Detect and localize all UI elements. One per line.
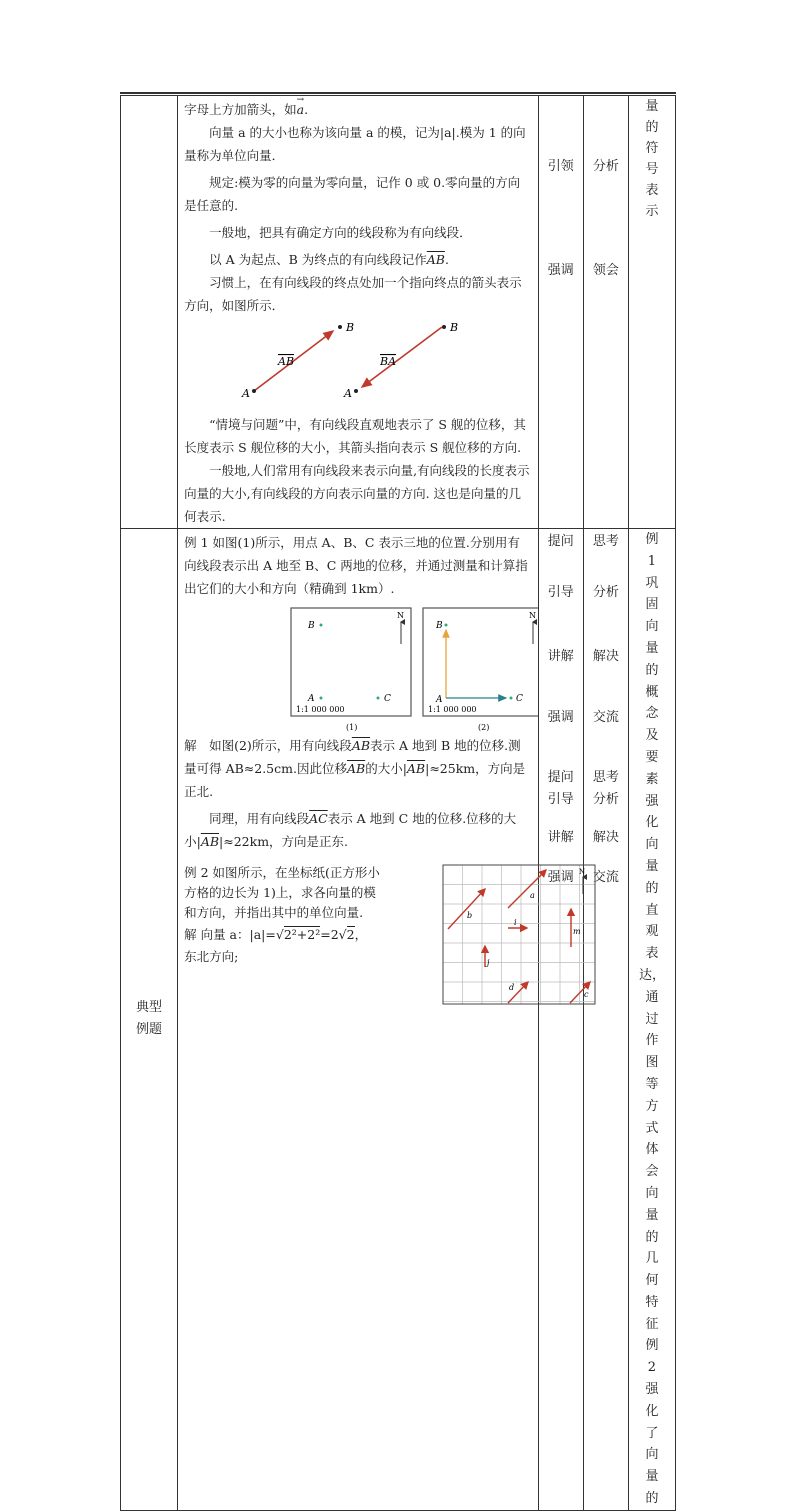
design-intent-char: 2 [647,1360,657,1376]
design-intent-char: 会 [645,1164,659,1180]
design-intent-char: 符 [645,141,659,156]
design-intent-cell [628,529,675,1511]
vector-BA-label: BA [380,355,397,368]
point-A-label-2: A [344,387,353,400]
point-B-label: B [308,621,315,631]
design-intent-char: 概 [645,684,659,700]
teacher-activity-cell [538,96,583,529]
paragraph: 向量 a 的大小也称为该向量 a 的模，记为|a|.模为 1 的向量称为单位向量． [184,125,526,163]
scale-label: 1:1 000 000 [428,705,477,714]
student-activity: 解决 [592,649,619,664]
design-intent-char: 强 [645,793,659,809]
teacher-activity: 提问 [547,770,574,785]
design-intent-char: 表 [645,946,659,962]
vector-b [448,889,485,929]
directed-segments-figure [178,317,538,409]
design-intent-char: 的 [645,1491,659,1507]
design-intent-char: 量 [645,1469,659,1485]
vector-i-label: i [514,918,517,927]
design-intent-char: 量 [645,1207,659,1223]
design-intent-char: 方 [645,1098,659,1114]
point-A-label: A [308,694,315,704]
lesson-plan-table [120,95,676,1511]
teacher-activity: 引领 [547,159,574,174]
design-intent-char: 的 [645,120,659,135]
design-intent-char: 量 [645,640,659,656]
design-intent-char: 化 [645,815,659,831]
vector-c-label: c [584,990,589,999]
paragraph: 规定:模为零的向量为零向量，记作 0 或 0.零向量的方向是任意的. [184,175,521,213]
design-intent-char: 1 [647,553,657,569]
design-intent-char: 向 [645,619,659,635]
design-intent-char: 号 [645,162,659,177]
teacher-activity: 讲解 [547,649,574,664]
teacher-activity-cell [538,529,586,1511]
type-cell-empty [121,96,178,529]
design-intent-char: 等 [645,1076,659,1092]
paragraph: “情境与问题”中，有向线段直观地表示了 S 舰的位移，其长度表示 S 舰位移的大小，其箭头指向表示 S 舰位移的方向. [184,417,526,455]
design-intent-char: 的 [645,1229,659,1245]
content-cell [178,96,539,529]
design-intent-char: 例 [645,1338,659,1354]
design-intent-char: 固 [645,597,659,613]
point-C-label: C [384,694,391,704]
example-1-solution: 解 如图(2)所示，用有向线段$\overline{AB}$表示 A 地到 B 地的位移.测量可得 AB≈2.5cm.因此位移$\overline{AB}$的大小$|\overline{AB}|\approx 25km$，方向是正北. [184,738,526,799]
point-A-label: A [242,387,251,400]
vector-AB-label: AB [278,355,295,368]
point-C-label: C [516,694,523,704]
figure-caption: (2) [478,723,490,732]
design-intent-char: 示 [645,204,659,219]
design-intent-char: 例 [645,532,659,547]
vector-grid-figure [442,864,597,1006]
student-activity-cell [583,529,628,1511]
design-intent-char: 体 [645,1142,659,1158]
design-intent-char: 式 [645,1120,659,1136]
student-activity: 分析 [592,159,619,174]
paragraph: 习惯上，在有向线段的终点处加一个指向终点的箭头表示方向，如图所示． [184,275,522,313]
teacher-activity: 引导 [547,792,574,807]
teacher-activity: 强调 [547,870,574,885]
student-activity: 思考 [592,770,619,785]
design-intent-char: 量 [645,99,659,114]
design-intent-char: 表 [645,183,659,198]
north-label: N [397,611,405,620]
student-activity-cell [583,96,628,529]
design-intent-char: 向 [645,1185,659,1201]
teacher-activity: 讲解 [547,830,574,845]
vector-BA-arrow [362,327,442,387]
design-intent-char: 直 [645,902,659,918]
design-intent-char: 巩 [645,575,659,591]
design-intent-char: 何 [645,1273,659,1289]
example-2-text: 例 2 如图所示，在坐标纸(正方形小方格的边长为 1)上，求各向量的模和方向，并指出其中的单位向量. [184,865,380,920]
teacher-activity: 强调 [547,710,574,725]
vector-j-label: j [487,958,490,967]
teacher-activity: 提问 [547,534,574,549]
example-2-solution-direction: 东北方向; [184,949,239,964]
design-intent-char: 几 [645,1251,659,1267]
design-intent-char: 达， [638,967,665,983]
design-intent-char: 强 [645,1382,659,1398]
vector-b-label: b [467,911,473,920]
design-intent-char: 通 [645,989,659,1005]
design-intent-char: 化 [645,1403,659,1419]
scale-label: 1:1 000 000 [296,705,345,714]
vector-d-label: d [509,983,515,992]
teacher-activity: 强调 [547,263,574,278]
section-type-label: 典型 例题 [136,1000,163,1038]
student-activity: 交流 [592,870,619,885]
design-intent-char: 要 [645,749,659,765]
paragraph: 一般地,人们常用有向线段来表示向量,有向线段的长度表示向量的大小,有向线段的方向表示向量的方向. 这也是向量的几何表示. [184,463,530,524]
design-intent-char: 过 [645,1011,659,1027]
point-B-label: B [436,621,443,631]
design-intent-char: 及 [645,728,659,744]
student-activity: 解决 [592,830,619,845]
design-intent-char: 的 [645,662,659,678]
paragraph: 字母上方加箭头，如a → . [184,95,309,117]
design-intent-char: 作 [645,1033,659,1049]
design-intent-char: 向 [645,837,659,853]
table-row [121,96,676,529]
north-label: N [579,868,586,876]
teacher-activity: 引导 [547,585,574,600]
type-cell [121,529,178,1511]
design-intent-char: 的 [645,880,659,896]
vector-a-label: a [530,891,535,900]
paragraph: 一般地，把具有确定方向的线段称为有向线段． [209,225,472,240]
design-intent-text [629,529,675,1510]
design-intent-cell [628,96,675,529]
design-intent-char: 图 [645,1055,659,1071]
figure-caption: (1) [346,723,358,732]
example-1-solution-2: 同理，用有向线段$\overline{AC}$表示 A 地到 C 地的位移.位移的大小$|\overline{AB}|\approx 22km$，方向是正东. [184,811,517,849]
student-activity: 交流 [592,710,619,725]
design-intent-text [629,96,675,222]
design-intent-char: 特 [645,1294,659,1310]
point-A-label: A [436,695,443,705]
vector-m-label: m [573,927,581,936]
paragraph: 以 A 为起点、B 为终点的有向线段记作$\overline{AB}$. [209,252,449,267]
design-intent-char: 念 [645,706,659,722]
student-activity: 分析 [592,792,619,807]
table-row [121,529,676,1511]
student-activity: 分析 [592,585,619,600]
example-1-figures [178,600,538,734]
example-1-text: 例 1 如图(1)所示，用点 A、B、C 表示三地的位置.分别用有向线段表示出 A 地至 B、C 两地的位移，并通过测量和计算指出它们的大小和方向（精确到 1km）. [184,535,528,596]
design-intent-char: 观 [645,924,659,940]
design-intent-char: 征 [645,1316,659,1332]
design-intent-char: 素 [645,771,659,787]
design-intent-char: 量 [645,858,659,874]
design-intent-char: 向 [645,1447,659,1463]
point-B-label-2: B [450,321,459,334]
example-2-solution: 解 向量 a：|a|=√2²+2²=2√2， [184,927,368,942]
design-intent-char: 了 [645,1425,659,1441]
student-activity: 思考 [592,534,619,549]
point-B-label: B [346,321,355,334]
north-label: N [529,611,537,620]
table-top-rule [120,92,676,94]
student-activity: 领会 [592,263,619,278]
